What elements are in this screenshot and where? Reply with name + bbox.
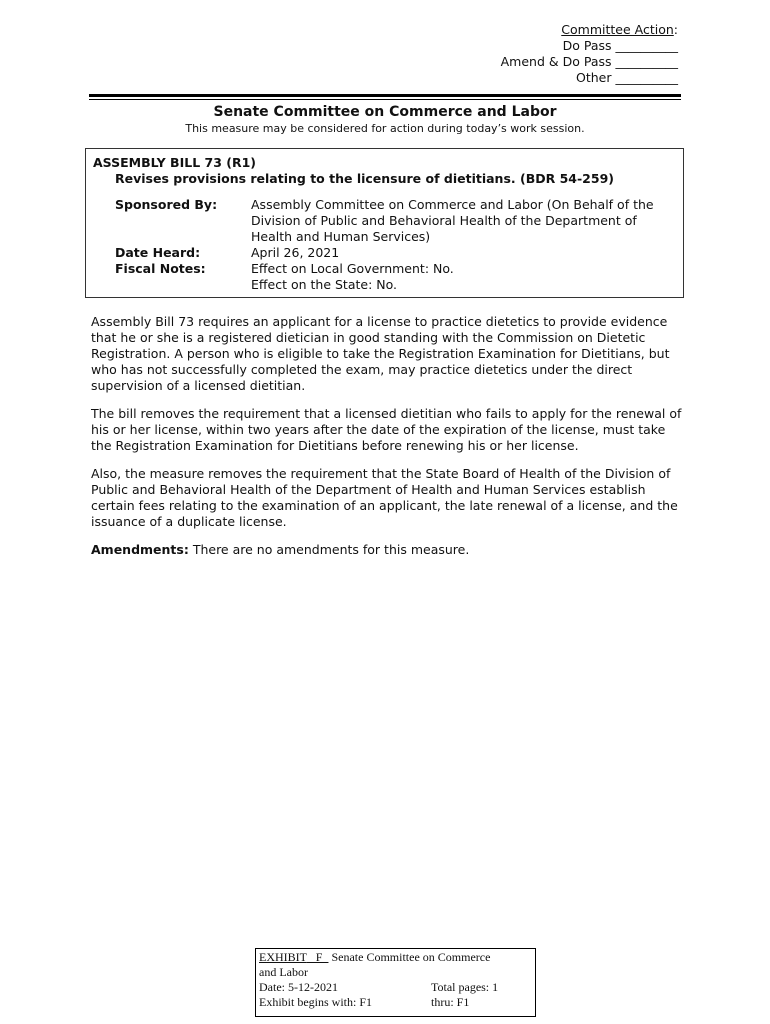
exhibit-line-4 — [259, 995, 532, 1010]
bill-summary-box — [85, 148, 684, 298]
amendments-text: There are no amendments for this measure. — [188, 542, 470, 557]
header-rule-thick — [89, 94, 681, 97]
bill-summary-body — [91, 314, 683, 570]
date-heard-label: Date Heard: — [115, 245, 201, 260]
date-heard-row — [93, 245, 676, 261]
fiscal-notes-label: Fiscal Notes: — [115, 261, 206, 276]
exhibit-line-1 — [259, 950, 532, 965]
amend-do-pass-line: Amend & Do Pass __________ — [500, 54, 678, 69]
fiscal-notes-value — [251, 261, 661, 293]
amendments-label: Amendments: — [91, 542, 189, 557]
fiscal-notes-row — [93, 261, 676, 293]
sponsored-row — [93, 197, 676, 245]
exhibit-committee-cont: and Labor — [259, 965, 308, 979]
date-heard-value: April 26, 2021 — [251, 245, 340, 260]
exhibit-begins: Exhibit begins with: F1 — [259, 995, 373, 1009]
exhibit-letter: F — [306, 950, 329, 964]
summary-paragraph-2: The bill removes the requirement that a licensed dietitian who fails to apply for the renewal of his or her license, within two years after the date of the expiration of the license, must take the Registration Examination for Dietitians before renewing his or her license. — [91, 406, 682, 453]
other-line: Other __________ — [576, 70, 678, 85]
summary-paragraph-3: Also, the measure removes the requirement that the State Board of Health of the Division of Public and Behavioral Health of the Department of Health and Human Services establish certain fees relating to the examination of an applicant, the late renewal of a license, and the issuance of a duplicate license. — [91, 466, 678, 529]
exhibit-stamp — [255, 948, 536, 1017]
committee-title: Senate Committee on Commerce and Labor — [213, 104, 557, 120]
amendments-paragraph — [91, 542, 683, 558]
work-session-note: This measure may be considered for action during today’s work session. — [185, 122, 585, 135]
exhibit-line-3 — [259, 980, 532, 995]
sponsored-value: Assembly Committee on Commerce and Labor (On Behalf of the Division of Public and Behavioral Health of the Department of Health and Human Services) — [251, 197, 654, 244]
exhibit-committee: Senate Committee on Commerce — [331, 950, 491, 964]
bill-metadata — [93, 197, 676, 293]
committee-action-block — [501, 22, 678, 86]
exhibit-thru: thru: F1 — [431, 995, 470, 1009]
header-rule-thin — [89, 99, 681, 100]
summary-paragraph-1: Assembly Bill 73 requires an applicant for a license to practice dietetics to provide evidence that he or she is a registered dietician in good standing with the Commission on Dietetic Registration. A person who is eligible to take the Registration Examination for Dietitians, but who has not successfully completed the exam, may practice dietetics under the direct supervision of a licensed dietitian. — [91, 314, 670, 393]
bill-id: ASSEMBLY BILL 73 (R1) — [93, 155, 257, 170]
fiscal-state: Effect on the State: No. — [251, 277, 398, 292]
exhibit-date: Date: 5-12-2021 — [259, 980, 338, 994]
exhibit-total-pages: Total pages: 1 — [431, 980, 499, 994]
do-pass-line: Do Pass __________ — [562, 38, 678, 53]
committee-action-title: Committee Action: — [561, 22, 678, 37]
exhibit-label: EXHIBIT — [259, 950, 307, 964]
fiscal-local: Effect on Local Government: No. — [251, 261, 454, 276]
sponsored-label: Sponsored By: — [115, 197, 218, 212]
bill-description: Revises provisions relating to the licensure of dietitians. (BDR 54-259) — [115, 171, 614, 186]
